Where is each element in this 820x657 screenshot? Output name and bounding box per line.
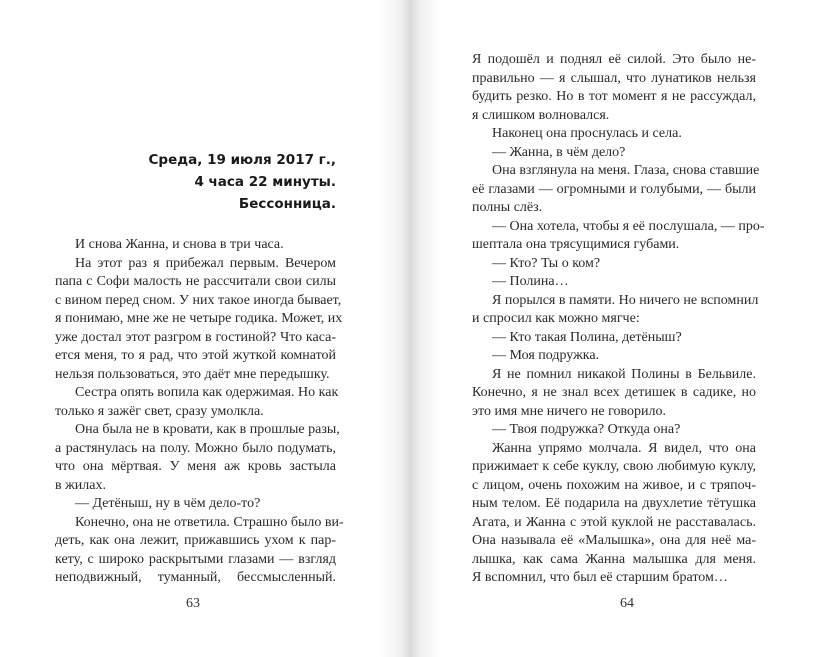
- text-line: лышка, как сама Жанна малышка для меня.: [472, 551, 756, 567]
- text-line: И снова Жанна, и снова в три часа.: [75, 237, 284, 252]
- text-line: Жанна упрямо молчала. Я видел, что она: [492, 440, 756, 456]
- text-line: — Кто? Ты о ком?: [492, 255, 601, 271]
- text-line: ным телом. Её подарила на двухлетие тётушка: [472, 496, 756, 511]
- text-line: это имя мне ничего не говорило.: [472, 403, 667, 419]
- text-line: — Моя подружка.: [492, 348, 600, 363]
- text-line: — Она хотела, чтобы я её послушала, — про-: [492, 218, 765, 234]
- text-line: Я вспомнил, что был её старшим братом…: [472, 570, 728, 585]
- text-line: только я зажёг свет, сразу умолкла.: [55, 403, 264, 419]
- page-number: 63: [186, 596, 200, 611]
- text-line: Она называла её «Малышка», она для неё ма-: [472, 533, 756, 548]
- text-line: правильно — я слышал, что лунатиков нельзя: [472, 70, 756, 86]
- text-line: Она взглянула на меня. Глаза, снова ставшие: [492, 163, 760, 178]
- text-line: Я порылся в памяти. Но ничего не вспомнил: [492, 292, 759, 308]
- text-line: а растянулась на полу. Можно было подумать,: [55, 440, 336, 456]
- text-line: полны слёз.: [472, 200, 543, 215]
- heading-subtitle: Бессонница.: [238, 196, 336, 212]
- text-line: Конечно, она не ответила. Страшно было ви-: [75, 514, 344, 530]
- page-number: 64: [620, 596, 634, 611]
- text-line: шептала она трясущимися губами.: [472, 237, 680, 252]
- text-line: Агата, и Жанна с этой куклой не расставалась.: [472, 514, 756, 530]
- body-text: [55, 236, 344, 588]
- text-line: На этот раз я прибежал первым. Вечером: [75, 255, 336, 271]
- text-line: — Детёныш, ну в чём дело-то?: [75, 496, 261, 511]
- right-page: [410, 0, 820, 657]
- text-line: — Твоя подружка? Откуда она?: [492, 422, 681, 437]
- text-line: уже достал этот разгром в гостиной? Что каса-: [55, 329, 336, 345]
- text-line: Я не помнил никакой Полины в Бельвиле.: [492, 366, 756, 382]
- text-line: — Кто такая Полина, детёныш?: [492, 329, 682, 345]
- text-line: с лицом, очень похожим на живое, и с тряпоч-: [472, 477, 756, 493]
- text-line: неподвижный, туманный, бессмысленный.: [55, 570, 336, 585]
- text-line: прижимает к себе куклу, свою любимую куклу,: [472, 459, 756, 474]
- heading-date: Среда, 19 июля 2017 г.,: [148, 152, 336, 168]
- text-line: нельзя пользоваться, это даёт мне передышку.: [55, 366, 330, 382]
- text-line: и спросил как можно мягче:: [472, 311, 640, 326]
- body-text: [472, 51, 765, 588]
- text-line: я понимаю, мне же не четыре годика. Может, их: [55, 311, 343, 326]
- text-line: кету, с широко раскрытыми глазами — взгляд: [55, 551, 336, 567]
- text-line: Она была не в кровати, как в прошлые разы,: [75, 422, 340, 437]
- heading-time: 4 часа 22 минуты.: [194, 174, 336, 190]
- text-line: в жилах.: [55, 477, 106, 493]
- text-line: Наконец она проснулась и села.: [492, 126, 682, 141]
- text-line: с вином перед сном. У них такое иногда бывает,: [55, 292, 342, 308]
- text-line: Я подошёл и поднял её силой. Это было не-: [472, 52, 756, 67]
- text-line: её глазами — огромными и голубыми, — были: [472, 181, 756, 197]
- text-line: Конечно, я не знал всех детишек в садике, но: [472, 385, 756, 400]
- text-line: будить резко. Но в тот момент я не рассуждал,: [472, 89, 756, 104]
- text-line: Сестра опять вопила как одержимая. Но как: [75, 385, 339, 400]
- text-line: — Жанна, в чём дело?: [492, 144, 626, 160]
- text-line: я слишком волновался.: [472, 107, 610, 123]
- chapter-heading: [149, 149, 336, 215]
- text-line: ется меня, то я рад, что этой жуткой комнатой: [55, 348, 336, 363]
- text-line: деть, как она лежит, прижавшись ухом к пар-: [55, 533, 336, 548]
- text-line: — Полина…: [492, 274, 569, 289]
- text-line: папа с Софи малость не рассчитали свои силы: [55, 274, 336, 289]
- text-line: что она мёртвая. У меня аж кровь застыла: [55, 459, 336, 474]
